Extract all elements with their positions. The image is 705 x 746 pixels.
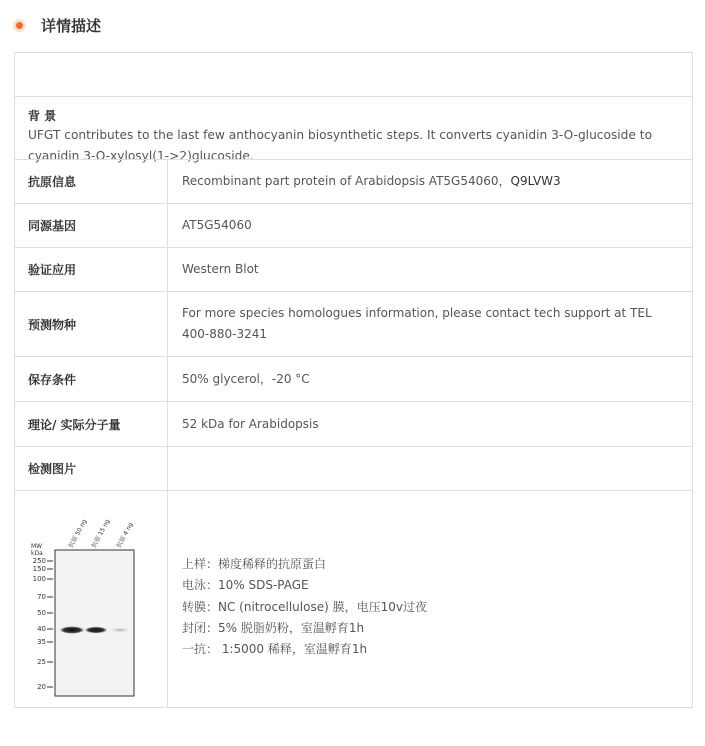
unit-label: kDa	[31, 550, 43, 557]
row-molecular-weight	[15, 401, 692, 446]
row-key: 保存条件	[15, 357, 168, 401]
protocol-list	[168, 491, 692, 707]
background-label: 背 景	[28, 109, 57, 123]
marker-label: 40	[37, 625, 46, 633]
blot-membrane	[55, 550, 134, 696]
section-header	[14, 12, 101, 38]
marker-label: 250	[32, 557, 46, 565]
row-storage	[15, 356, 692, 401]
marker-label: 50	[37, 609, 46, 617]
protocol-line: 电泳：10% SDS-PAGE	[182, 578, 309, 593]
marker-label: 70	[37, 593, 46, 601]
row-key: 验证应用	[15, 248, 168, 291]
marker-label: 150	[32, 565, 46, 573]
protocol-line: 封闭：5% 脱脂奶粉，室温孵育1h	[182, 620, 365, 635]
band-lane-2	[85, 627, 107, 633]
row-value: 52 kDa for Arabidopsis	[182, 416, 319, 431]
bullet-dot-icon	[16, 22, 23, 29]
background-text: UFGT contributes to the last few anthocyanin biosynthetic steps. It converts cyanidin 3-O-glucoside to cyanidin 3-O-xylosyl(1->2)glucoside.	[28, 128, 653, 163]
uniprot-id: Q9LVW3	[510, 174, 561, 188]
row-antigen-info	[15, 159, 692, 203]
protocol-line: 一抗： 1:5000 稀释，室温孵育1h	[182, 642, 368, 657]
row-value	[168, 160, 692, 203]
section-title: 详情描述	[41, 16, 102, 35]
band-lane-1	[60, 626, 84, 633]
row-key: 理论/ 实际分子量	[15, 402, 168, 446]
marker-label: 100	[32, 575, 46, 583]
marker-label: 20	[37, 683, 46, 691]
marker-label: 25	[37, 658, 46, 666]
row-key: 同源基因	[15, 204, 168, 247]
row-application	[15, 247, 692, 291]
marker-label: 35	[37, 638, 46, 646]
row-key: 预测物种	[15, 292, 168, 356]
row-key: 抗原信息	[15, 160, 168, 203]
row-homologous-gene	[15, 203, 692, 247]
lane-label: 抗原 4 ng	[115, 521, 135, 549]
row-value: For more species homologues information, please contact tech support at TEL 400-880-3241	[182, 306, 652, 341]
blot-row	[15, 490, 692, 707]
protocol-line: 转膜：NC (nitrocellulose) 膜，电压10v过夜	[182, 599, 427, 614]
row-detection-images	[15, 446, 692, 490]
protocol-line: 上样：梯度稀释的抗原蛋白	[182, 557, 327, 571]
empty-row	[15, 53, 692, 96]
row-predicted-species	[15, 291, 692, 356]
lane-label: 抗原 50 ng	[67, 518, 89, 549]
band-lane-3	[111, 628, 129, 632]
background-row	[15, 96, 692, 163]
mw-label: MW	[31, 543, 43, 550]
blot-image-cell	[15, 491, 168, 707]
detail-table	[14, 52, 693, 708]
row-key: 检测图片	[15, 447, 168, 490]
western-blot-image	[15, 491, 167, 705]
row-value	[168, 447, 692, 490]
row-value: 50% glycerol，-20 °C	[182, 371, 310, 386]
lane-label: 抗原 15 ng	[90, 518, 112, 549]
antigen-description: Recombinant part protein of Arabidopsis AT5G54060，	[182, 174, 511, 188]
row-value: Western Blot	[182, 262, 259, 276]
row-value: AT5G54060	[182, 218, 252, 232]
